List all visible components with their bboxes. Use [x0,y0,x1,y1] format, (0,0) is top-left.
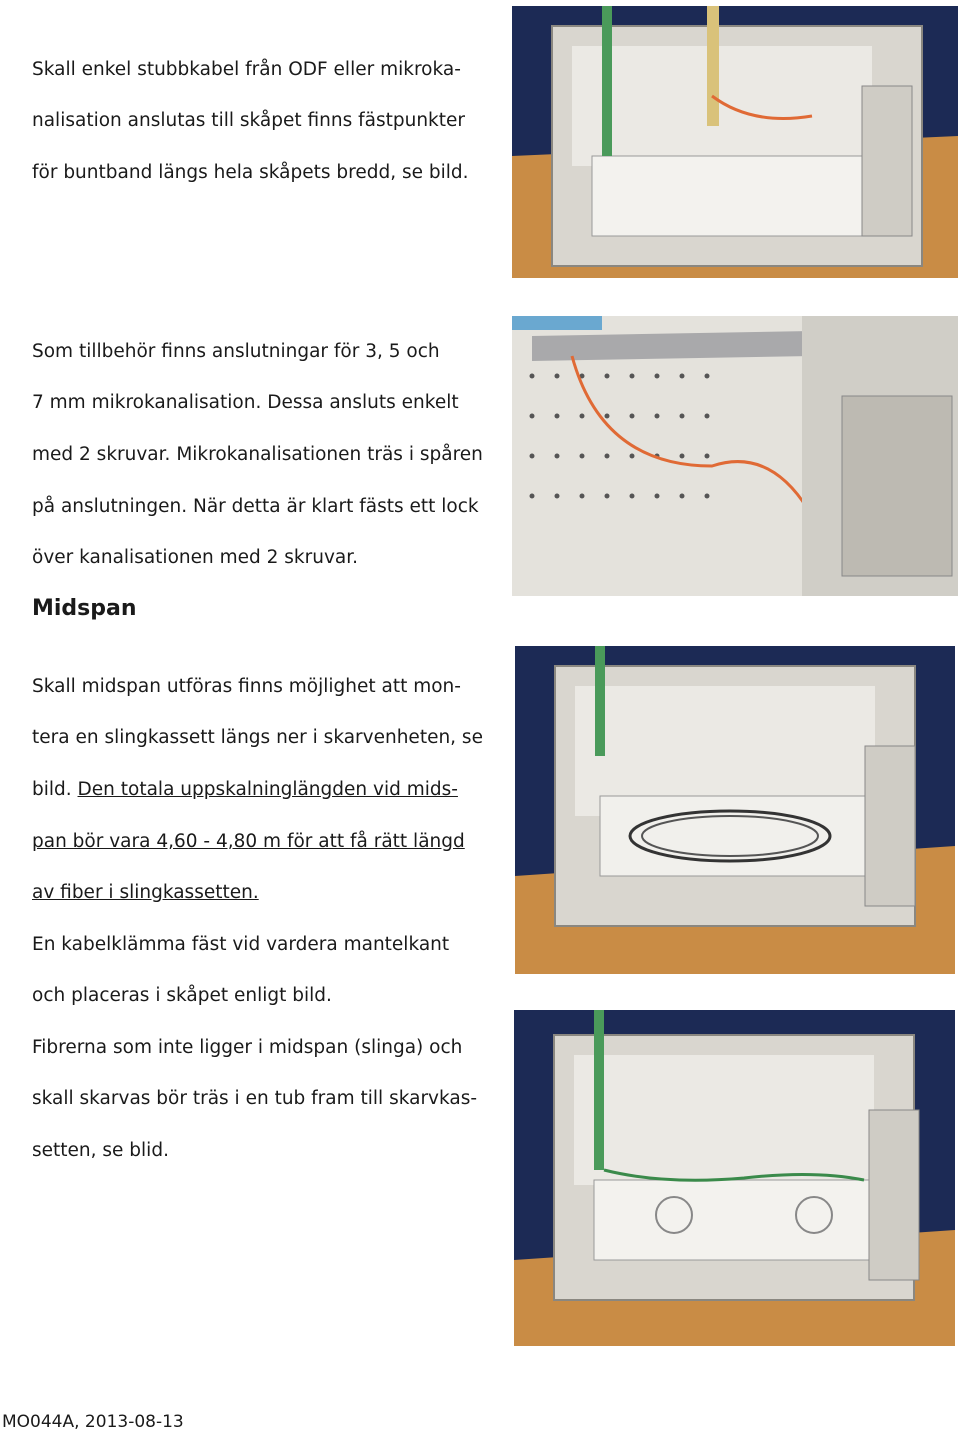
text-line-underlined: pan bör vara 4,60 - 4,80 m för att få rätt längd [32,830,465,852]
text-line: Skall midspan utföras finns möjlighet att mon- [32,675,461,697]
text-line: med 2 skruvar. Mikrokanalisationen träs i spåren [32,443,483,465]
text-line: bild. [32,778,78,800]
text-line: för buntband längs hela skåpets bredd, se bild. [32,161,469,183]
paragraph-stub-cable [32,31,492,212]
text-line: och placeras i skåpet enligt bild. [32,985,332,1007]
text-line: tera en slingkassett längs ner i skarvenheten, se [32,727,483,749]
paragraph-splice-fibers [32,1009,492,1190]
text-line: Skall enkel stubbkabel från ODF eller mikroka- [32,58,461,80]
photo-microduct-connection [512,316,958,596]
paragraph-midspan [32,648,492,1035]
text-line: Som tillbehör finns anslutningar för 3, 5 och [32,340,440,362]
text-line: Fibrerna som inte ligger i midspan (slinga) och [32,1036,463,1058]
text-line: över kanalisationen med 2 skruvar. [32,547,359,569]
text-line: 7 mm mikrokanalisation. Dessa ansluts enkelt [32,392,459,414]
document-footer-code-date: MO044A, 2013-08-13 [2,1412,184,1432]
text-line: setten, se blid. [32,1139,169,1161]
text-line-underlined: av fiber i slingkassetten. [32,882,259,904]
photo-midspan-slack-cassette [515,646,955,974]
text-line: nalisation anslutas till skåpet finns fästpunkter [32,110,465,132]
text-line: på anslutningen. När detta är klart fästs ett lock [32,495,479,517]
text-line: skall skarvas bör träs i en tub fram till skarvkas- [32,1088,478,1110]
text-line: En kabelklämma fäst vid vardera mantelkant [32,933,450,955]
text-line-underlined: Den totala uppskalninglängden vid mids- [77,778,458,800]
paragraph-microduct [32,313,492,597]
section-heading-midspan: Midspan [32,596,137,621]
photo-fibers-to-splice-cassette [514,1010,955,1346]
photo-cabinet-cable-ties [512,6,958,278]
